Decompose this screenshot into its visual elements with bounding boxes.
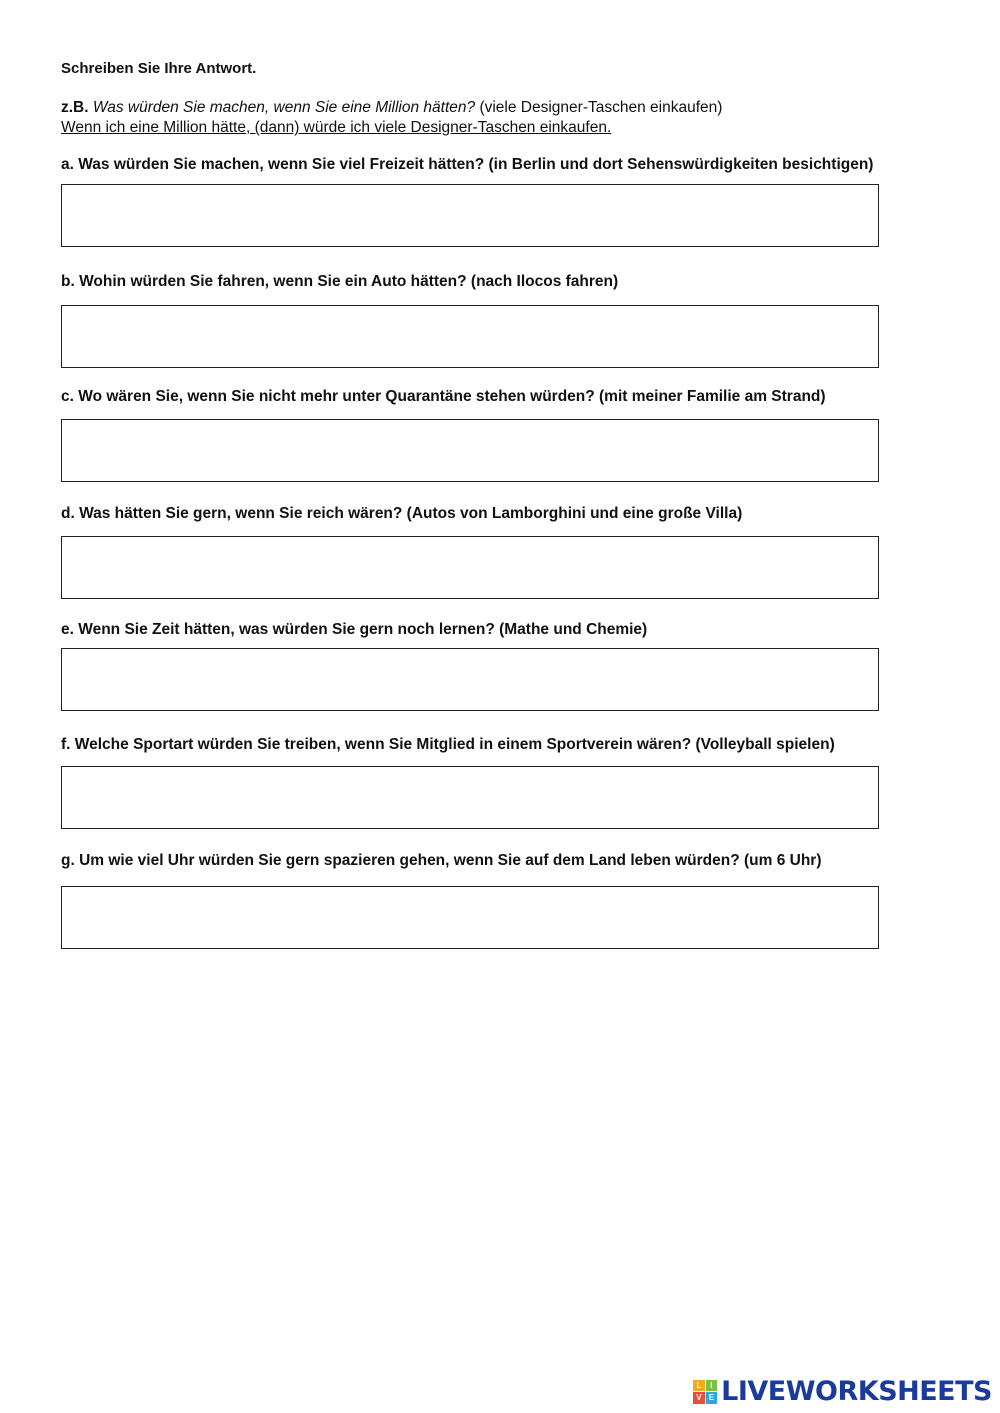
answer-box-f[interactable] — [61, 766, 879, 829]
question-b: b. Wohin würden Sie fahren, wenn Sie ein Auto hätten? (nach Ilocos fahren) — [61, 273, 619, 290]
answer-box-c[interactable] — [61, 419, 879, 482]
logo-text: LIVEWORKSHEETS — [721, 1376, 992, 1407]
answer-box-d[interactable] — [61, 536, 879, 599]
example-question: Was würden Sie machen, wenn Sie eine Million hätten? — [92, 99, 476, 116]
question-a: a. Was würden Sie machen, wenn Sie viel Freizeit hätten? (in Berlin und dort Sehenswürdigkeiten besichtigen) — [61, 156, 874, 173]
question-e: e. Wenn Sie Zeit hätten, was würden Sie gern noch lernen? (Mathe und Chemie) — [61, 621, 648, 638]
logo-mark-e: E — [706, 1392, 718, 1404]
question-g: g. Um wie viel Uhr würden Sie gern spazieren gehen, wenn Sie auf dem Land leben würden? (um 6 Uhr) — [61, 852, 822, 869]
logo-mark-v: V — [693, 1392, 705, 1404]
example-answer: Wenn ich eine Million hätte, (dann) würde ich viele Designer-Taschen einkaufen. — [61, 119, 612, 136]
logo-mark-i: I — [706, 1380, 718, 1392]
instruction-heading: Schreiben Sie Ihre Antwort. — [61, 60, 257, 77]
question-d: d. Was hätten Sie gern, wenn Sie reich wären? (Autos von Lamborghini und eine große Villa) — [61, 505, 743, 522]
logo-mark-l: L — [693, 1380, 705, 1392]
liveworksheets-logo — [693, 1376, 992, 1407]
logo-mark-icon — [693, 1380, 717, 1404]
example-label: z.B. — [61, 99, 89, 116]
answer-box-e[interactable] — [61, 648, 879, 711]
example-block — [61, 98, 722, 138]
question-f: f. Welche Sportart würden Sie treiben, wenn Sie Mitglied in einem Sportverein wären? (Volleyball spielen) — [61, 736, 835, 753]
answer-box-a[interactable] — [61, 184, 879, 247]
answer-box-b[interactable] — [61, 305, 879, 368]
question-c: c. Wo wären Sie, wenn Sie nicht mehr unter Quarantäne stehen würden? (mit meiner Familie am Strand) — [61, 388, 826, 405]
answer-box-g[interactable] — [61, 886, 879, 949]
example-hint: (viele Designer-Taschen einkaufen) — [479, 99, 723, 116]
